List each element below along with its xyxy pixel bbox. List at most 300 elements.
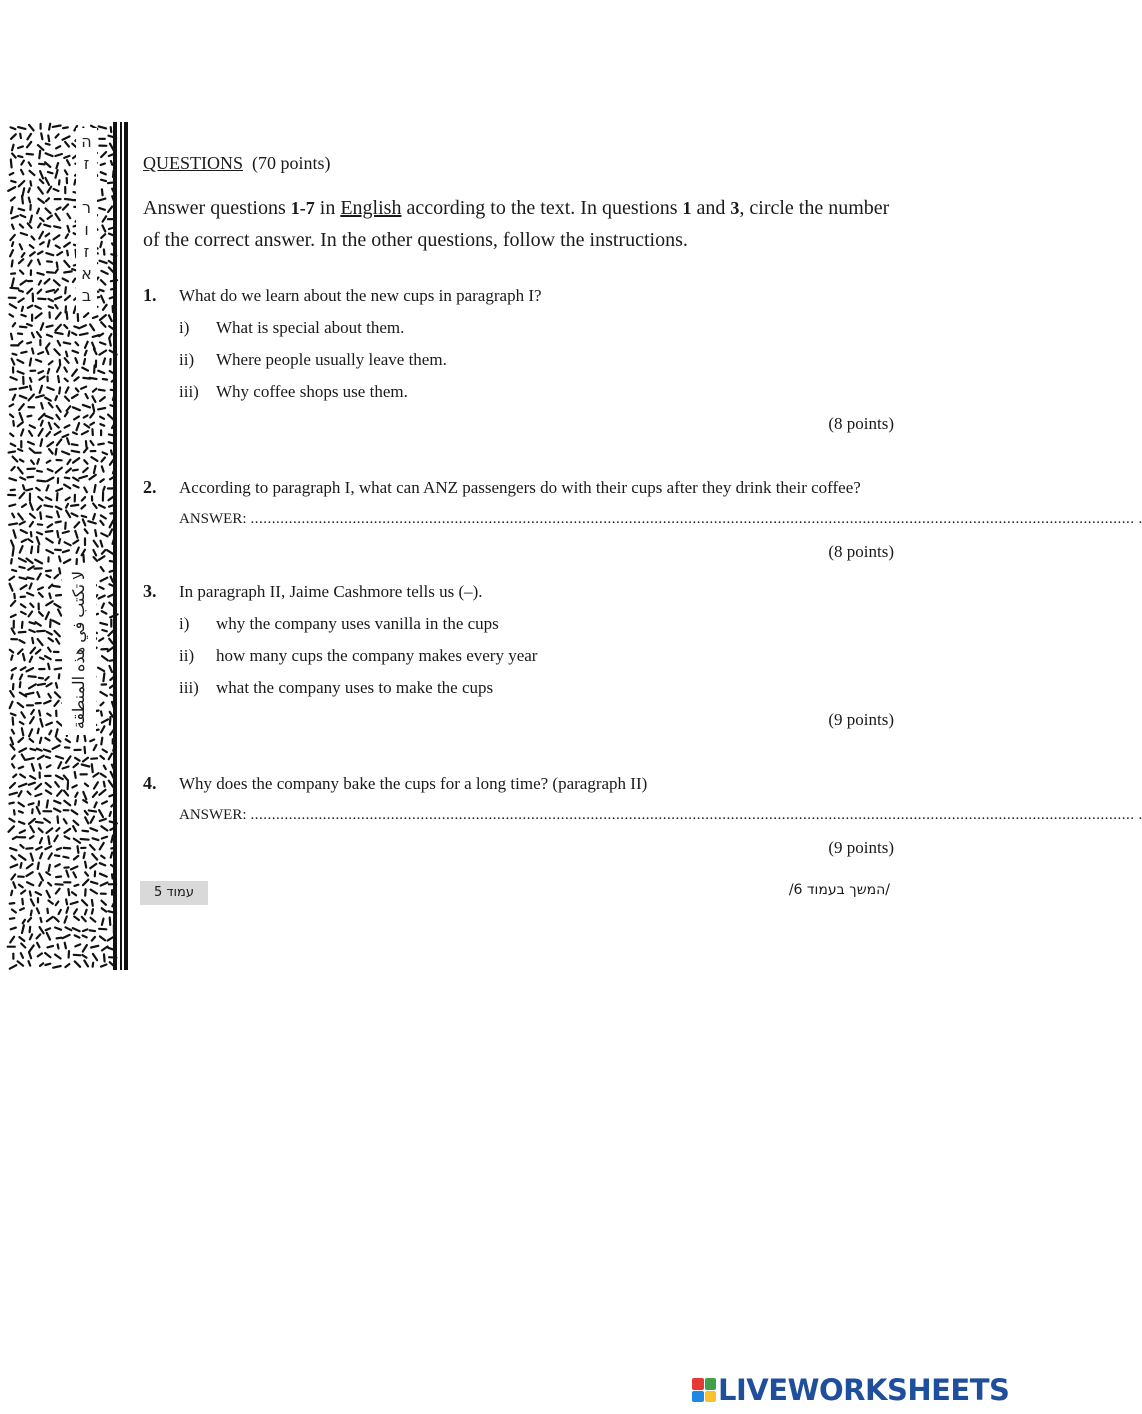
pattern-dash [32,638,33,643]
pattern-dash [20,224,23,227]
pattern-dash [45,279,50,283]
pattern-dash [47,478,53,482]
pattern-dash [58,762,61,768]
pattern-dash [35,794,41,796]
pattern-dash [102,801,107,803]
pattern-dash [94,557,98,561]
pattern-dash [98,371,104,373]
pattern-dash [46,343,50,348]
page-number-badge: עמוד 5 [140,881,208,905]
pattern-dash [10,404,14,406]
pattern-dash [23,485,24,489]
pattern-dash [32,764,34,771]
pattern-dash [19,404,24,410]
pattern-dash [102,189,103,195]
pattern-dash [56,313,61,319]
pattern-dash [49,124,50,130]
pattern-dash [99,208,105,210]
pattern-dash [30,425,35,428]
pattern-dash [45,738,49,741]
pattern-dash [59,910,61,914]
pattern-dash [13,882,15,888]
pattern-dash [20,244,22,249]
answer-field[interactable]: ANSWER: ................................................................................................................................................................................................................ . [179,807,1142,823]
pattern-dash [100,863,106,865]
pattern-dash [68,889,69,895]
pattern-dash [45,656,51,659]
pattern-dash [58,610,61,616]
answer-field[interactable]: ANSWER: ................................................................................................................................................................................................................ . [179,511,1142,527]
pattern-dash [46,208,51,213]
pattern-dash [83,800,87,803]
pattern-dash [29,961,31,965]
pattern-dash [77,548,79,553]
pattern-dash [10,389,16,390]
pattern-dash [55,668,62,669]
pattern-dash [92,900,93,906]
option-number[interactable]: ii) [179,350,195,369]
pattern-dash [30,717,34,723]
pattern-dash [63,767,69,769]
pattern-dash [30,622,35,624]
pattern-dash [17,360,23,363]
pattern-dash [39,281,41,285]
pattern-dash [11,856,15,860]
pattern-dash [110,812,111,816]
pattern-dash [57,738,61,741]
pattern-dash [100,479,104,482]
pattern-dash [91,946,98,948]
pattern-dash [20,387,28,389]
pattern-dash [110,918,111,925]
pattern-dash [37,332,41,337]
pattern-dash [37,506,41,510]
pattern-dash [38,587,43,589]
pattern-dash [30,657,32,662]
pattern-dash [101,826,107,830]
pattern-dash [84,359,85,364]
pattern-dash [46,153,53,156]
pattern-dash [109,754,112,760]
logo-square-yellow [705,1391,717,1403]
pattern-dash [47,765,51,767]
pattern-dash [44,819,50,823]
pattern-dash [47,946,53,948]
pattern-dash [32,349,33,354]
pattern-dash [65,170,67,174]
margin-arabic-notice [62,565,96,735]
pattern-dash [101,965,106,967]
pattern-dash [101,711,102,715]
pattern-dash [30,604,33,608]
pattern-dash [18,156,22,157]
pattern-dash [30,252,35,255]
pattern-dash [19,341,22,344]
pattern-dash [45,677,48,680]
pattern-dash [30,584,32,589]
pattern-dash [47,917,53,921]
pattern-dash [111,852,113,857]
pattern-dash [13,837,17,839]
pattern-dash [100,424,104,426]
pattern-dash [38,729,39,734]
pattern-dash [64,243,70,247]
pattern-dash [54,809,60,812]
pattern-dash [36,847,41,850]
pattern-dash [71,867,77,870]
pattern-dash [48,187,52,193]
pattern-dash [9,819,14,822]
pattern-dash [102,901,106,905]
pattern-dash [18,703,24,707]
pattern-dash [30,934,32,939]
pattern-dash [62,452,69,455]
pattern-dash [56,522,61,523]
pattern-dash [11,559,12,563]
pattern-dash [54,189,59,191]
pattern-dash [32,333,34,337]
liveworksheets-logo[interactable] [692,1372,1009,1408]
option-text[interactable]: what the company uses to make the cups [216,678,494,697]
pattern-dash [64,848,70,849]
pattern-dash [101,152,106,157]
pattern-dash [55,214,59,220]
pattern-dash [29,819,35,824]
pattern-dash [68,226,70,232]
pattern-dash [49,423,51,429]
pattern-dash [103,358,105,364]
pattern-dash [40,719,42,727]
pattern-dash [101,774,106,777]
pattern-dash [73,478,78,481]
pattern-dash [57,252,62,255]
pattern-dash [75,961,80,966]
pattern-dash [66,871,68,877]
instructions-paragraph: Answer questions 1-7 in English according to the text. In questions 1 and 3, circle the number of the correct answer. In the other questions, follow the instructions. [143,197,890,251]
pattern-dash [56,828,59,831]
pattern-dash [108,207,112,212]
pattern-dash [46,538,53,542]
pattern-dash [11,615,16,617]
pattern-dash [28,566,34,570]
pattern-dash [29,125,33,130]
option-number[interactable]: i) [179,614,190,633]
pattern-dash [85,811,88,815]
pattern-dash [41,323,44,330]
pattern-dash [85,910,87,915]
pattern-dash [29,803,34,804]
pattern-dash [73,432,77,434]
pattern-dash [12,668,16,670]
pattern-dash [72,444,78,445]
pattern-dash [99,351,106,355]
pattern-dash [57,790,62,796]
pattern-dash [40,171,43,178]
pattern-dash [86,441,87,447]
pattern-dash [63,857,68,858]
option-text[interactable]: Where people usually leave them. [216,350,447,369]
pattern-dash [71,505,78,506]
pattern-dash [19,885,23,888]
pattern-dash [27,134,31,140]
pattern-dash [94,349,97,354]
pattern-dash [45,964,50,965]
pattern-dash [49,593,50,598]
pattern-dash [19,803,24,807]
pattern-dash [94,485,95,492]
pattern-dash [66,756,71,762]
pattern-dash [21,429,23,435]
pattern-dash [83,880,89,886]
pattern-dash [30,359,31,366]
answer-label: ANSWER: [179,511,247,527]
pattern-dash [9,451,15,452]
pattern-dash [27,324,32,326]
pattern-dash [27,289,32,294]
pattern-dash [45,178,49,185]
pattern-dash [74,839,80,843]
pattern-dash [11,181,15,182]
option-number[interactable]: iii) [179,382,199,401]
pattern-dash [56,507,62,510]
pattern-dash [40,386,42,393]
logo-square-red [692,1378,704,1390]
pattern-dash [94,782,98,788]
pattern-dash [11,891,12,895]
option-number[interactable]: ii) [179,646,195,665]
pattern-dash [41,403,43,409]
pattern-dash [58,341,60,346]
heading-points: (70 points) [252,153,331,173]
pattern-dash [64,829,70,833]
pattern-dash [74,377,78,380]
pattern-dash [30,181,31,185]
pattern-dash [64,261,69,267]
pattern-dash [91,882,97,884]
option-text[interactable]: Why coffee shops use them. [216,382,408,401]
pattern-dash [40,963,43,966]
pattern-dash [12,279,14,287]
question-3-points: (9 points) [828,710,894,729]
pattern-dash [37,481,45,482]
pattern-dash [101,883,108,886]
pattern-dash [65,287,66,293]
pattern-dash [46,612,49,619]
pattern-dash [65,379,68,382]
pattern-dash [20,522,25,525]
pattern-dash [100,756,104,759]
pattern-dash [84,735,85,741]
liveworksheets-wordmark: LIVEWORKSHEETS [718,1373,1010,1407]
pattern-dash [31,547,32,554]
pattern-dash [46,783,51,787]
pattern-dash [47,714,50,716]
pattern-dash [30,522,33,527]
pattern-dash [37,631,45,632]
pattern-dash [72,451,80,452]
pattern-dash [48,469,53,471]
pattern-dash [82,497,85,501]
pattern-dash [79,476,87,478]
pattern-dash [18,127,25,129]
pattern-dash [11,865,18,868]
pattern-dash [74,955,81,956]
pattern-dash [48,216,52,219]
pattern-dash [65,836,70,839]
pattern-dash [83,945,87,952]
pattern-dash [18,961,24,965]
pattern-dash [36,395,44,397]
pattern-dash [94,466,96,473]
pattern-dash [10,903,15,904]
pattern-dash [31,648,36,653]
pattern-dash [20,908,24,910]
pattern-dash [75,800,76,805]
pattern-dash [83,758,88,762]
pattern-dash [75,885,79,886]
pattern-dash [93,963,94,967]
pattern-dash [21,530,27,533]
pattern-dash [12,359,15,365]
pattern-dash [93,954,97,960]
pattern-dash [55,333,62,334]
pattern-dash [37,943,39,948]
pattern-dash [100,315,106,320]
pattern-dash [21,612,26,614]
pattern-dash [48,240,50,246]
pattern-dash [19,748,26,752]
pattern-dash [10,650,13,653]
pattern-dash [10,584,13,591]
pattern-dash [73,407,80,410]
pattern-dash [75,758,80,761]
option-number[interactable]: iii) [179,678,199,697]
pattern-dash [84,853,85,858]
pattern-dash [102,604,104,608]
pattern-dash [49,306,53,308]
pattern-dash [101,567,104,571]
pattern-dash [37,749,42,751]
pattern-dash [22,755,25,760]
pattern-dash [31,899,34,905]
pattern-dash [21,604,26,607]
pattern-dash [45,846,51,849]
pattern-dash [27,668,34,671]
pattern-dash [38,199,44,203]
pattern-dash [91,457,97,461]
pattern-dash [57,938,62,939]
pattern-dash [93,504,96,508]
pattern-dash [57,263,58,268]
pattern-dash [76,388,79,391]
pattern-dash [101,280,106,285]
pattern-dash [93,389,97,392]
pattern-dash [101,515,106,518]
question-3-text: In paragraph II, Jaime Cashmore tells us (–). [179,582,483,601]
pattern-dash [46,531,53,532]
pattern-dash [38,639,43,645]
pattern-dash [93,838,99,840]
pattern-dash [26,693,34,695]
pattern-dash [101,726,104,732]
pattern-dash [46,144,50,145]
pattern-dash [101,578,108,581]
pattern-dash [46,497,51,500]
pattern-dash [53,126,61,127]
pattern-dash [93,773,98,777]
pattern-dash [101,296,104,303]
pattern-dash [54,280,60,285]
pattern-dash [59,388,60,394]
pattern-dash [56,889,60,894]
pattern-dash [19,567,24,568]
pattern-dash [46,928,50,930]
pattern-dash [37,908,39,913]
pattern-dash [21,233,27,235]
option-text[interactable]: What is special about them. [216,318,405,337]
pattern-dash [45,398,51,401]
pattern-dash [55,305,57,309]
pattern-dash [48,524,53,527]
pattern-dash [66,927,72,930]
pattern-dash [13,718,14,725]
pattern-dash [37,692,39,697]
pattern-dash [101,271,107,274]
pattern-dash [11,160,12,168]
pattern-dash [56,415,59,419]
pattern-dash [64,560,70,564]
pattern-dash [37,459,39,464]
pattern-dash [90,475,96,480]
pattern-dash [67,406,71,411]
pattern-dash [99,556,105,560]
pattern-dash [28,261,31,266]
pattern-dash [40,512,41,519]
question-2-text: According to paragraph I, what can ANZ passengers do with their cups after they drink their coffee? [179,478,861,497]
option-number[interactable]: i) [179,318,190,337]
pattern-dash [30,739,34,742]
pattern-dash [71,902,78,904]
pattern-dash [64,343,70,344]
pattern-dash [40,838,42,843]
pattern-dash [72,370,77,376]
pattern-dash [35,784,41,789]
pattern-dash [98,444,104,445]
pattern-dash [19,855,26,860]
pattern-dash [65,397,69,401]
pattern-dash [46,416,53,419]
pattern-dash [101,164,105,165]
liveworksheets-icon [692,1378,716,1402]
pattern-dash [91,441,94,445]
pattern-dash [49,853,52,858]
pattern-dash [23,188,25,195]
pattern-dash [10,235,14,240]
pattern-dash [28,188,30,192]
pattern-dash [32,236,35,239]
pattern-dash [20,413,23,420]
option-text[interactable]: how many cups the company makes every year [216,646,538,665]
pattern-dash [18,334,22,335]
pattern-dash [12,225,14,229]
pattern-dash [22,253,25,257]
option-text[interactable]: why the company uses vanilla in the cups [216,614,499,633]
pattern-dash [75,944,80,946]
pattern-dash [9,478,16,480]
pattern-dash [38,224,41,228]
pattern-dash [62,935,69,938]
pattern-dash [48,136,49,142]
